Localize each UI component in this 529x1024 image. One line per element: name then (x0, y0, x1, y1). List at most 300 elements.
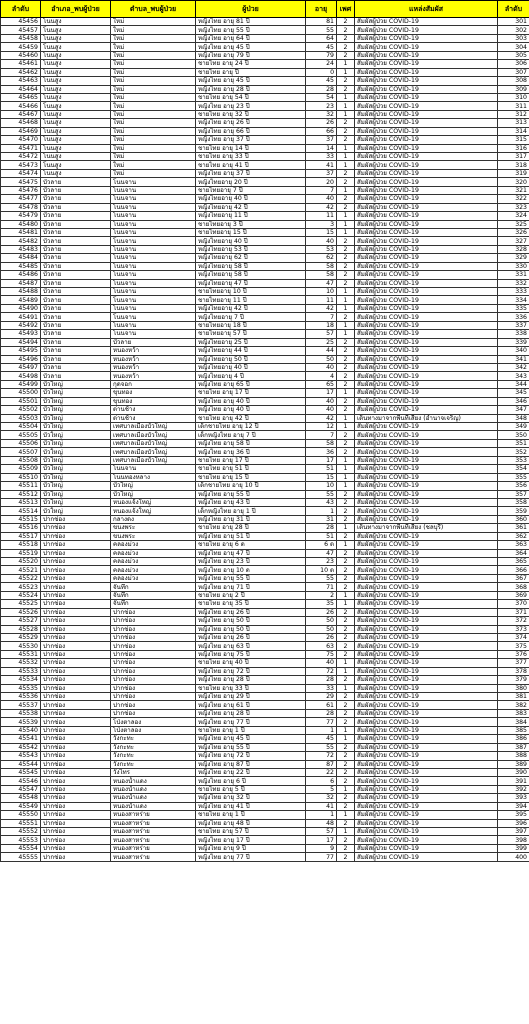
cell-seq: 330 (498, 262, 529, 270)
cell-no: 45497 (1, 363, 41, 371)
cell-source: เดินทางมาจากพื้นที่เสี่ยง (อำนาจเจริญ) (355, 414, 498, 422)
cell-source: สัมผัสผู้ป่วย COVID-19 (355, 279, 498, 287)
cell-seq: 343 (498, 372, 529, 380)
cell-age: 42 (306, 304, 337, 312)
cell-no: 45529 (1, 633, 41, 641)
table-row (1, 26, 529, 34)
cell-district: ปากช่อง (41, 667, 111, 675)
cell-no: 45462 (1, 68, 41, 76)
table-row (1, 667, 529, 675)
cell-no: 45459 (1, 43, 41, 51)
table-row (1, 659, 529, 667)
cell-source: สัมผัสผู้ป่วย COVID-19 (355, 642, 498, 650)
cell-source: สัมผัสผู้ป่วย COVID-19 (355, 482, 498, 490)
cell-age: 37 (306, 169, 337, 177)
cell-subdistrict: ขุนทอง (111, 389, 196, 397)
cell-seq: 362 (498, 532, 529, 540)
cell-no: 45553 (1, 836, 41, 844)
cell-sex: 2 (337, 51, 355, 59)
cell-subdistrict: หนองแจ้งใหญ่ (111, 498, 196, 506)
cell-subdistrict: โนนจาน (111, 288, 196, 296)
header-district: อำเภอ_พบผู้ป่วย (41, 1, 111, 18)
cell-patient: หญิงไทย อายุ 40 ปี (196, 397, 306, 405)
cell-seq: 303 (498, 34, 529, 42)
cell-source: สัมผัสผู้ป่วย COVID-19 (355, 718, 498, 726)
cell-patient: หญิงไทยอายุ 50 ปี (196, 355, 306, 363)
cell-age: 75 (306, 650, 337, 658)
cell-age: 51 (306, 532, 337, 540)
cell-patient: ชายไทย อายุ 1 ปี (196, 811, 306, 819)
cell-subdistrict: ใหม่ (111, 85, 196, 93)
cell-district: ปากช่อง (41, 853, 111, 861)
cell-age: 40 (306, 363, 337, 371)
cell-no: 45500 (1, 389, 41, 397)
table-row (1, 600, 529, 608)
cell-no: 45464 (1, 85, 41, 93)
cell-subdistrict: คลองม่วง (111, 549, 196, 557)
cell-subdistrict: หนองแจ้งใหญ่ (111, 507, 196, 515)
cell-seq: 377 (498, 659, 529, 667)
cell-subdistrict: หนองสาหร่าย (111, 819, 196, 827)
cell-district: ปากช่อง (41, 650, 111, 658)
cell-source: สัมผัสผู้ป่วย COVID-19 (355, 313, 498, 321)
cell-age: 14 (306, 144, 337, 152)
cell-patient: ชายไทย อายุ 1 ปี (196, 726, 306, 734)
cell-subdistrict: ใหม่ (111, 60, 196, 68)
cell-age: 71 (306, 583, 337, 591)
cell-seq: 306 (498, 60, 529, 68)
table-row (1, 119, 529, 127)
cell-no: 45476 (1, 186, 41, 194)
table-row (1, 650, 529, 658)
cell-patient: หญิงไทย อายุ 23 ปี (196, 558, 306, 566)
cell-sex: 1 (337, 828, 355, 836)
cell-age: 58 (306, 271, 337, 279)
cell-no: 45472 (1, 153, 41, 161)
table-row (1, 60, 529, 68)
cell-source: สัมผัสผู้ป่วย COVID-19 (355, 136, 498, 144)
cell-sex: 2 (337, 617, 355, 625)
cell-age: 40 (306, 406, 337, 414)
cell-subdistrict: โนนจาน (111, 465, 196, 473)
cell-source: สัมผัสผู้ป่วย COVID-19 (355, 785, 498, 793)
table-row (1, 701, 529, 709)
cell-subdistrict: คลองม่วง (111, 541, 196, 549)
table-row (1, 296, 529, 304)
cell-subdistrict: หนองสาหร่าย (111, 836, 196, 844)
cell-no: 45503 (1, 414, 41, 422)
cell-no: 45525 (1, 600, 41, 608)
cell-patient: หญิงไทย อายุ 75 ปี (196, 650, 306, 658)
cell-age: 57 (306, 828, 337, 836)
cell-district: บัวลาย (41, 363, 111, 371)
cell-district: บัวใหญ่ (41, 380, 111, 388)
cell-sex: 1 (337, 423, 355, 431)
cell-subdistrict: ขุนทอง (111, 397, 196, 405)
cell-patient: หญิงไทย อายุ 71 ปี (196, 583, 306, 591)
cell-patient: ชายไทย อายุ 57 ปี (196, 828, 306, 836)
cell-seq: 319 (498, 169, 529, 177)
cell-patient: ชายไทย อายุ 6 ด (196, 541, 306, 549)
cell-no: 45470 (1, 136, 41, 144)
cell-district: บัวลาย (41, 304, 111, 312)
cell-district: ปากช่อง (41, 785, 111, 793)
table-row (1, 406, 529, 414)
cell-no: 45479 (1, 212, 41, 220)
cell-sex: 2 (337, 836, 355, 844)
cell-age: 64 (306, 34, 337, 42)
cell-patient: หญิงไทย อายุ 45 ปี (196, 77, 306, 85)
cell-subdistrict: กุดจอก (111, 380, 196, 388)
cell-age: 26 (306, 608, 337, 616)
cell-no: 45498 (1, 372, 41, 380)
cell-no: 45538 (1, 709, 41, 717)
cell-source: สัมผัสผู้ป่วย COVID-19 (355, 490, 498, 498)
table-row (1, 642, 529, 650)
cell-district: ปากช่อง (41, 752, 111, 760)
table-row (1, 77, 529, 85)
cell-patient: หญิงไทย อายุ 26 ปี (196, 633, 306, 641)
cell-patient: หญิงไทย อายุ 37 ปี (196, 169, 306, 177)
cell-district: บัวใหญ่ (41, 465, 111, 473)
cell-seq: 384 (498, 718, 529, 726)
table-row (1, 363, 529, 371)
cell-district: บัวใหญ่ (41, 397, 111, 405)
cell-source: สัมผัสผู้ป่วย COVID-19 (355, 406, 498, 414)
cell-patient: หญิงไทย อายุ 40 ปี (196, 406, 306, 414)
cell-sex: 2 (337, 498, 355, 506)
cell-no: 45541 (1, 735, 41, 743)
cell-age: 5 (306, 785, 337, 793)
cell-no: 45463 (1, 77, 41, 85)
cell-district: ปากช่อง (41, 574, 111, 582)
cell-source: สัมผัสผู้ป่วย COVID-19 (355, 102, 498, 110)
cell-patient: หญิงไทย อายุ 26 ปี (196, 119, 306, 127)
cell-seq: 318 (498, 161, 529, 169)
cell-no: 45461 (1, 60, 41, 68)
cell-source: สัมผัสผู้ป่วย COVID-19 (355, 591, 498, 599)
cell-seq: 360 (498, 515, 529, 523)
cell-age: 63 (306, 642, 337, 650)
cell-seq: 391 (498, 777, 529, 785)
cell-seq: 392 (498, 785, 529, 793)
cell-sex: 2 (337, 406, 355, 414)
cell-sex: 2 (337, 532, 355, 540)
table-row (1, 102, 529, 110)
cell-district: บัวลาย (41, 245, 111, 253)
cell-age: 17 (306, 456, 337, 464)
cell-sex: 1 (337, 684, 355, 692)
cell-subdistrict: โนนจาน (111, 321, 196, 329)
cell-district: โนนสูง (41, 153, 111, 161)
cell-subdistrict: โนนจาน (111, 237, 196, 245)
cell-source: สัมผัสผู้ป่วย COVID-19 (355, 768, 498, 776)
cell-age: 77 (306, 718, 337, 726)
cell-source: สัมผัสผู้ป่วย COVID-19 (355, 473, 498, 481)
cell-source: สัมผัสผู้ป่วย COVID-19 (355, 633, 498, 641)
cell-subdistrict: ปากช่อง (111, 667, 196, 675)
table-row (1, 414, 529, 422)
cell-subdistrict: ใหม่ (111, 153, 196, 161)
cell-seq: 394 (498, 802, 529, 810)
cell-seq: 399 (498, 844, 529, 852)
cell-subdistrict: โนนจาน (111, 279, 196, 287)
cell-subdistrict: ปากช่อง (111, 684, 196, 692)
table-row (1, 625, 529, 633)
table-row (1, 220, 529, 228)
cell-no: 45531 (1, 650, 41, 658)
cell-seq: 388 (498, 752, 529, 760)
cell-patient: หญิงไทย อายุ 28 ปี (196, 676, 306, 684)
cell-seq: 356 (498, 482, 529, 490)
cell-subdistrict: ใหม่ (111, 93, 196, 101)
table-row (1, 439, 529, 447)
cell-patient: ชายไทยอายุ 18 ปี (196, 321, 306, 329)
cell-subdistrict: วังกะทะ (111, 760, 196, 768)
cell-no: 45456 (1, 18, 41, 26)
cell-subdistrict: ใหม่ (111, 51, 196, 59)
cell-no: 45550 (1, 811, 41, 819)
cell-patient: เด็กชายไทย อายุ 10 ปี (196, 482, 306, 490)
cell-sex: 2 (337, 431, 355, 439)
cell-source: สัมผัสผู้ป่วย COVID-19 (355, 439, 498, 447)
cell-subdistrict: โนนจาน (111, 313, 196, 321)
cell-source: สัมผัสผู้ป่วย COVID-19 (355, 347, 498, 355)
cell-sex: 2 (337, 372, 355, 380)
table-row (1, 93, 529, 101)
table-row (1, 380, 529, 388)
cell-seq: 380 (498, 684, 529, 692)
cell-district: ปากช่อง (41, 583, 111, 591)
cell-patient: หญิงไทย อายุ 81 ปี (196, 18, 306, 26)
cell-sex: 1 (337, 304, 355, 312)
cell-sex: 2 (337, 448, 355, 456)
cell-sex: 2 (337, 608, 355, 616)
cell-seq: 397 (498, 828, 529, 836)
table-row (1, 186, 529, 194)
cell-seq: 373 (498, 625, 529, 633)
cell-patient: หญิงไทย อายุ 61 ปี (196, 701, 306, 709)
cell-district: โนนสูง (41, 119, 111, 127)
table-row (1, 794, 529, 802)
cell-patient: ชายไทยอายุ 15 ปี (196, 228, 306, 236)
cell-no: 45547 (1, 785, 41, 793)
cell-district: บัวใหญ่ (41, 406, 111, 414)
cell-patient: หญิงไทย อายุ 55 ปี (196, 574, 306, 582)
cell-patient: หญิงไทยอายุ 53 ปี (196, 245, 306, 253)
cell-seq: 361 (498, 524, 529, 532)
cell-district: บัวใหญ่ (41, 498, 111, 506)
cell-no: 45523 (1, 583, 41, 591)
table-row (1, 490, 529, 498)
cell-district: บัวใหญ่ (41, 414, 111, 422)
cell-no: 45548 (1, 794, 41, 802)
cell-source: สัมผัสผู้ป่วย COVID-19 (355, 51, 498, 59)
cell-source: สัมผัสผู้ป่วย COVID-19 (355, 397, 498, 405)
cell-patient: ชายไทย อายุ 5 ปี (196, 785, 306, 793)
cell-source: สัมผัสผู้ป่วย COVID-19 (355, 574, 498, 582)
cell-source: สัมผัสผู้ป่วย COVID-19 (355, 532, 498, 540)
table-row (1, 693, 529, 701)
cell-source: สัมผัสผู้ป่วย COVID-19 (355, 228, 498, 236)
cell-source: สัมผัสผู้ป่วย COVID-19 (355, 836, 498, 844)
cell-age: 45 (306, 735, 337, 743)
cell-sex: 2 (337, 515, 355, 523)
cell-patient: หญิงไทย อายุ 45 ปี (196, 735, 306, 743)
cell-age: 40 (306, 397, 337, 405)
cell-no: 45526 (1, 608, 41, 616)
cell-no: 45543 (1, 752, 41, 760)
table-row (1, 355, 529, 363)
cell-patient: หญิงไทยอายุ 25 ปี (196, 338, 306, 346)
cell-patient: ชายไทย อายุ 17 ปี (196, 456, 306, 464)
cell-district: ปากช่อง (41, 600, 111, 608)
cell-district: โนนสูง (41, 161, 111, 169)
cell-sex: 1 (337, 726, 355, 734)
cell-no: 45484 (1, 254, 41, 262)
table-row (1, 304, 529, 312)
table-row (1, 515, 529, 523)
cell-patient: หญิงไทย อายุ 10 ด (196, 566, 306, 574)
cell-district: โนนสูง (41, 34, 111, 42)
cell-source: สัมผัสผู้ป่วย COVID-19 (355, 161, 498, 169)
cell-subdistrict: วังกะทะ (111, 735, 196, 743)
cell-age: 50 (306, 617, 337, 625)
cell-seq: 378 (498, 667, 529, 675)
cell-patient: หญิงไทยอายุ 47 ปี (196, 279, 306, 287)
cell-no: 45475 (1, 178, 41, 186)
cell-district: บัวลาย (41, 195, 111, 203)
cell-district: โนนสูง (41, 169, 111, 177)
cell-no: 45491 (1, 313, 41, 321)
cell-sex: 1 (337, 68, 355, 76)
header-no: ลำดับ (1, 1, 41, 18)
cell-age: 2 (306, 591, 337, 599)
cell-age: 11 (306, 296, 337, 304)
cell-seq: 302 (498, 26, 529, 34)
cell-patient: หญิงไทยอายุ 20 ปี (196, 178, 306, 186)
cell-subdistrict: หนองสาหร่าย (111, 844, 196, 852)
cell-district: บัวลาย (41, 338, 111, 346)
cell-sex: 1 (337, 288, 355, 296)
cell-no: 45515 (1, 515, 41, 523)
cell-seq: 322 (498, 195, 529, 203)
cell-sex: 2 (337, 85, 355, 93)
cell-age: 77 (306, 853, 337, 861)
cell-patient: ชายไทยอายุ 3 ปี (196, 220, 306, 228)
cell-district: ปากช่อง (41, 524, 111, 532)
cell-no: 45532 (1, 659, 41, 667)
cell-sex: 1 (337, 473, 355, 481)
cell-district: บัวลาย (41, 262, 111, 270)
cell-district: บัวใหญ่ (41, 473, 111, 481)
cell-seq: 386 (498, 735, 529, 743)
cell-sex: 1 (337, 330, 355, 338)
table-row (1, 18, 529, 26)
cell-source: สัมผัสผู้ป่วย COVID-19 (355, 853, 498, 861)
cell-district: ปากช่อง (41, 718, 111, 726)
cell-sex: 1 (337, 144, 355, 152)
cell-source: สัมผัสผู้ป่วย COVID-19 (355, 667, 498, 675)
cell-subdistrict: ใหม่ (111, 43, 196, 51)
cell-district: โนนสูง (41, 110, 111, 118)
cell-no: 45506 (1, 439, 41, 447)
cell-patient: ชายไทย อายุ 2 ปี (196, 591, 306, 599)
cell-patient: หญิงไทยอายุ 40 ปี (196, 363, 306, 371)
cell-subdistrict: ใหม่ (111, 110, 196, 118)
cell-patient: หญิงไทย อายุ 51 ปี (196, 532, 306, 540)
cell-district: ปากช่อง (41, 811, 111, 819)
cell-no: 45521 (1, 566, 41, 574)
cell-district: ปากช่อง (41, 617, 111, 625)
cell-seq: 348 (498, 414, 529, 422)
cell-age: 28 (306, 709, 337, 717)
cell-district: ปากช่อง (41, 693, 111, 701)
cell-age: 44 (306, 347, 337, 355)
cell-district: บัวลาย (41, 237, 111, 245)
cell-age: 6 ด (306, 541, 337, 549)
cell-no: 45519 (1, 549, 41, 557)
cell-source: สัมผัสผู้ป่วย COVID-19 (355, 153, 498, 161)
cell-district: บัวลาย (41, 220, 111, 228)
cell-no: 45512 (1, 490, 41, 498)
cell-no: 45473 (1, 161, 41, 169)
cell-no: 45501 (1, 397, 41, 405)
cell-sex: 2 (337, 633, 355, 641)
header-row (1, 1, 529, 18)
table-row (1, 153, 529, 161)
header-age: อายุ (306, 1, 337, 18)
cell-patient: หญิงไทย อายุ 87 ปี (196, 760, 306, 768)
cell-age: 72 (306, 752, 337, 760)
cell-no: 45551 (1, 819, 41, 827)
cell-seq: 327 (498, 237, 529, 245)
cell-seq: 393 (498, 794, 529, 802)
cell-subdistrict: คลองม่วง (111, 574, 196, 582)
cell-sex: 2 (337, 254, 355, 262)
cell-source: เดินทางมาจากพื้นที่เสี่ยง (ชลบุรี) (355, 524, 498, 532)
cell-source: สัมผัสผู้ป่วย COVID-19 (355, 617, 498, 625)
cell-patient: หญิงไทย อายุ 17 ปี (196, 836, 306, 844)
cell-no: 45505 (1, 431, 41, 439)
cell-district: ปากช่อง (41, 684, 111, 692)
cell-no: 45517 (1, 532, 41, 540)
cell-patient: หญิงไทย อายุ 45 ปี (196, 43, 306, 51)
cell-seq: 335 (498, 304, 529, 312)
cell-age: 10 (306, 288, 337, 296)
header-patient: ผู้ป่วย (196, 1, 306, 18)
cell-seq: 316 (498, 144, 529, 152)
cell-no: 45486 (1, 271, 41, 279)
cell-age: 41 (306, 161, 337, 169)
cell-patient: หญิงไทย อายุ 26 ปี (196, 608, 306, 616)
table-row (1, 524, 529, 532)
cell-seq: 344 (498, 380, 529, 388)
cell-source: สัมผัสผู้ป่วย COVID-19 (355, 541, 498, 549)
cell-subdistrict: โนนจาน (111, 228, 196, 236)
cell-subdistrict: จันทึก (111, 583, 196, 591)
cell-source: สัมผัสผู้ป่วย COVID-19 (355, 288, 498, 296)
cell-seq: 363 (498, 541, 529, 549)
cell-patient: หญิงไทย อายุ 6 ปี (196, 777, 306, 785)
cell-sex: 2 (337, 558, 355, 566)
cell-patient: หญิงไทย อายุ 79 ปี (196, 51, 306, 59)
table-row (1, 237, 529, 245)
cell-patient: ชายไทย อายุ 32 ปี (196, 110, 306, 118)
cell-no: 45504 (1, 423, 41, 431)
cell-source: สัมผัสผู้ป่วย COVID-19 (355, 498, 498, 506)
cell-patient: หญิงไทย อายุ 50 ปี (196, 617, 306, 625)
